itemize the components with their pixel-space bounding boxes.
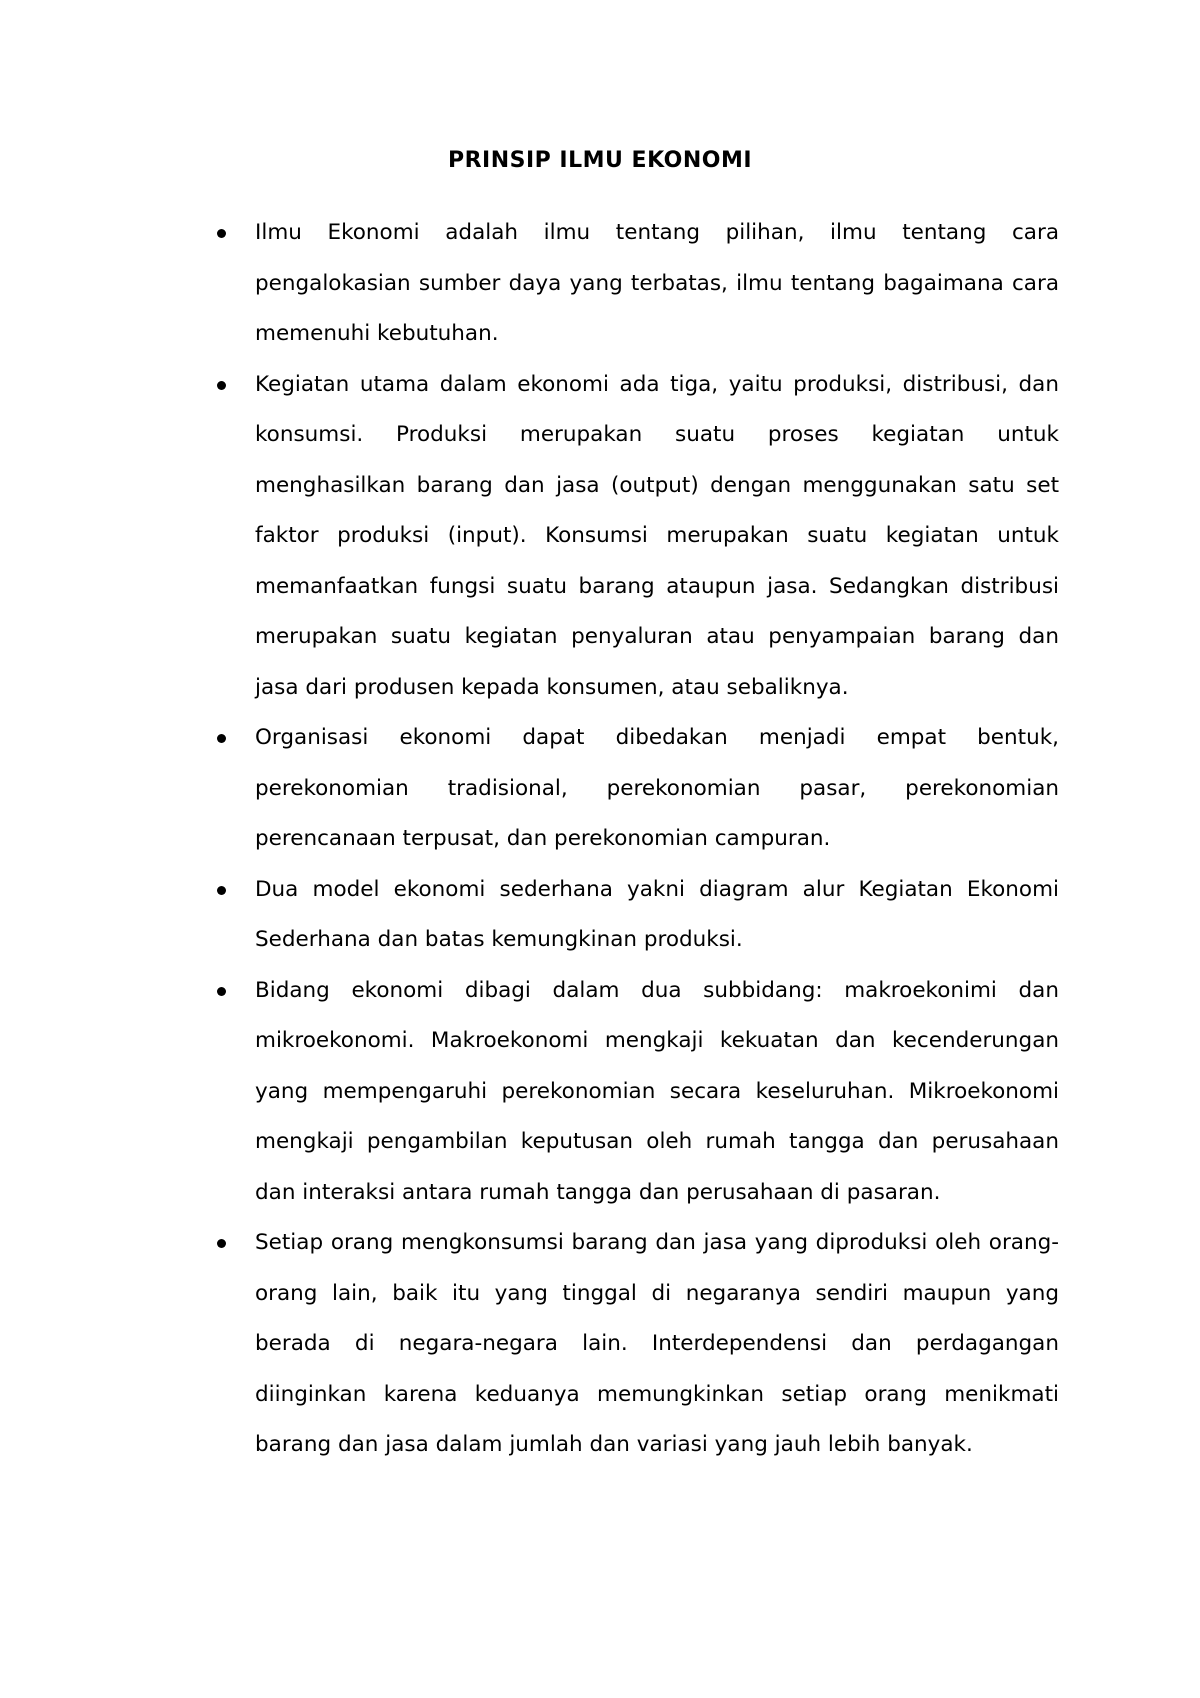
bullet-point-icon: [217, 1239, 226, 1248]
bullet-text: Ilmu Ekonomi adalah ilmu tentang pilihan, ilmu tentang cara pengalokasian sumber daya yang terbatas, ilmu tentang bagaimana cara memenuhi kebutuhan.: [255, 220, 1059, 346]
bullet-point-icon: [217, 381, 226, 390]
bullet-item-3: [217, 713, 1059, 865]
document-title: PRINSIP ILMU EKONOMI: [447, 148, 753, 173]
bullet-text: Kegiatan utama dalam ekonomi ada tiga, yaitu produksi, distribusi, dan konsumsi. Produksi merupakan suatu proses kegiatan untuk menghasilkan barang dan jasa (output) dengan menggunakan satu set faktor produksi (input). Konsumsi merupakan suatu kegiatan untuk memanfaatkan fungsi suatu barang ataupun jasa. Sedangkan distribusi merupakan suatu kegiatan penyaluran atau penyampaian barang dan jasa dari produsen kepada konsumen, atau sebaliknya.: [255, 371, 1059, 700]
bullet-point-icon: [217, 229, 226, 238]
bullet-text: Organisasi ekonomi dapat dibedakan menjadi empat bentuk, perekonomian tradisional, perekonomian pasar, perekonomian perencanaan terpusat, dan perekonomian campuran.: [255, 725, 1059, 851]
bullet-list: [217, 208, 1059, 1471]
bullet-item-1: [217, 208, 1059, 360]
bullet-text: Dua model ekonomi sederhana yakni diagram alur Kegiatan Ekonomi Sederhana dan batas kemungkinan produksi.: [255, 876, 1059, 952]
bullet-point-icon: [217, 734, 226, 743]
bullet-item-2: [217, 360, 1059, 714]
bullet-point-icon: [217, 886, 226, 895]
bullet-text: Bidang ekonomi dibagi dalam dua subbidang: makroekonimi dan mikroekonomi. Makroekonomi mengkaji kekuatan dan kecenderungan yang mempengaruhi perekonomian secara keseluruhan. Mikroekonomi mengkaji pengambilan keputusan oleh rumah tangga dan perusahaan dan interaksi antara rumah tangga dan perusahaan di pasaran.: [255, 977, 1059, 1205]
bullet-text: Setiap orang mengkonsumsi barang dan jasa yang diproduksi oleh orang-orang lain, baik itu yang tinggal di negaranya sendiri maupun yang berada di negara-negara lain. Interdependensi dan perdagangan diinginkan karena keduanya memungkinkan setiap orang menikmati barang dan jasa dalam jumlah dan variasi yang jauh lebih banyak.: [255, 1230, 1059, 1457]
bullet-item-4: [217, 865, 1059, 966]
bullet-item-6: [217, 1218, 1059, 1471]
bullet-point-icon: [217, 987, 226, 996]
bullet-item-5: [217, 966, 1059, 1219]
